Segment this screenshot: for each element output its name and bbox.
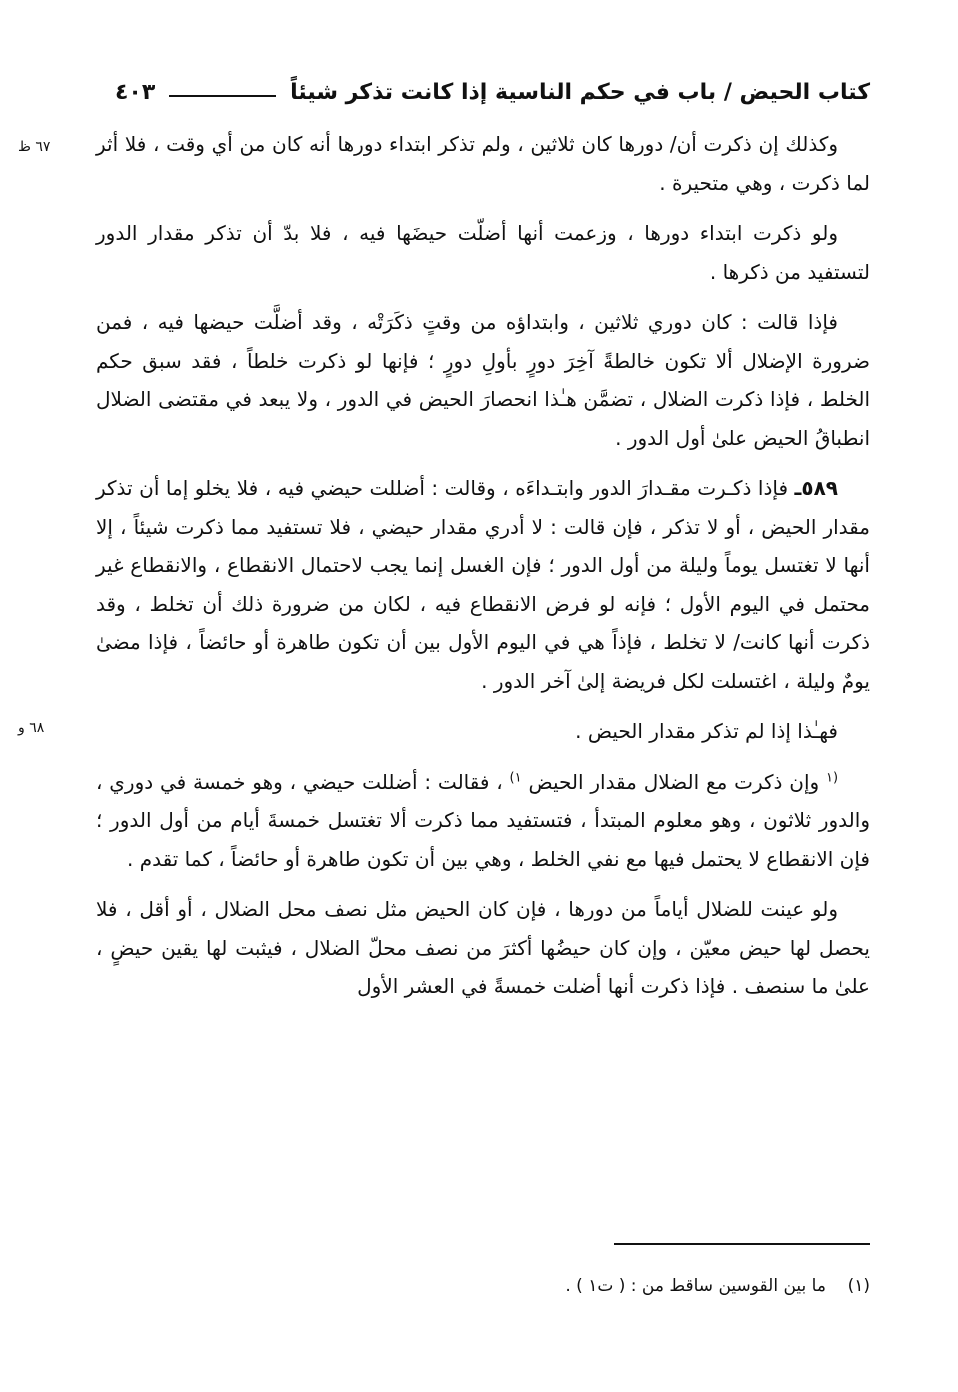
running-header — [115, 70, 870, 114]
footnote — [96, 1276, 870, 1296]
paragraph-text: ، فقالت : أضللت حيضي ، وهو خمسة في دوري ، والدور ثلاثون ، وهو معلوم المبتدأ ، فتستفيد مما ذكرت ألا تغتسل خمسةَ أيام من أول الدور ؛ فإن الانقطاع لا يحتمل فيها مع نفي الخلط ، وهي بين أن تكون طاهرة أو حائضاً ، كما تقدم . — [96, 769, 870, 871]
paragraph-text: فإذا قالت : كان دوري ثلاثين ، وابتداؤه من وقتٍ ذكَرَتْه ، وقد أضلَّت حيضها فيه ، فمن ضرورة الإضلال ألا تكون خالطةً آخِرَ دورٍ بأولِ دورٍ ؛ فإنها لو ذكرت خلطاً ، فقد سبق حكم الخلط ، فإذا ذكرت الضلال ، تضمَّن هـٰذا انحصارَ الحيض في الدور ، ولا يبعد في مقتضى الضلال انطباقُ الحيض علىٰ أول الدور . — [96, 310, 870, 450]
margin-folio-note: ٦٨ و — [18, 720, 45, 736]
footnote-separator — [614, 1243, 870, 1245]
paragraph — [96, 214, 870, 291]
main-text — [96, 125, 870, 1018]
paragraph — [96, 763, 870, 879]
paragraph-text: وكذلك إن ذكرت أن/ دورها كان ثلاثين ، ولم تذكر ابتداء دورها أنه كان من أي وقت ، فلا أثر لما ذكرت ، وهي متحيرة . — [96, 132, 870, 195]
header-rule — [169, 95, 276, 97]
page-number: ٤٠٣ — [115, 79, 156, 105]
paragraph-text: وإن ذكرت مع الضلال مقدار الحيض — [528, 769, 820, 794]
paragraph — [96, 469, 870, 700]
footnote-close-marker: ١) — [509, 769, 522, 785]
paragraph-text: فهـٰذا إذا لم تذكر مقدار الحيض . — [575, 719, 838, 743]
paragraph-text: فإذا ذكـرت مقـدارَ الدور وابتـداءَه ، وقالت : أضللت حيضي فيه ، فلا يخلو إما أن تذكر مقدار الحيض ، أو لا تذكر ، فإن قالت : لا أدري مقدار حيضي ، فلا تستفيد مما ذكرت شيئاً ، إلا أنها لا تغتسل يوماً وليلة من أول الدور ؛ فإن الغسل إنما يجب لاحتمال الانقطاع ، والانقطاع غير محتمل في اليوم الأول ؛ فإنه لو فرض الانقطاع فيه ، لكان من ضرورة ذلك أن تخلط ، وقد ذكرت أنها كانت/ لا تخلط ، فإذاً هي في اليوم الأول بين أن تكون طاهرة أو حائضاً ، فإذا مضىٰ يومٌ وليلة ، اغتسلت لكل فريضة إلىٰ آخر الدور . — [96, 476, 870, 693]
margin-folio-note: ٦٧ ظ — [18, 139, 51, 155]
paragraph — [96, 890, 870, 1006]
paragraph — [96, 303, 870, 457]
paragraph-text: ولو عينت للضلال أياماً من دورها ، فإن كان الحيض مثل نصف محل الضلال ، أو أقل ، فلا يحصل لها حيض معيّن ، وإن كان حيضُها أكثرَ من نصف محلّ الضلال ، فيثبت لها يقين حيضٍ ، علىٰ ما سنصف . فإذا ذكرت أنها أضلت خمسةً في العشر الأول — [96, 897, 870, 998]
header-title: كتاب الحيض / باب في حكم الناسية إذا كانت تذكر شيئاً — [290, 79, 870, 105]
section-number: ٥٨٩ـ — [794, 476, 839, 500]
paragraph-text: ولو ذكرت ابتداء دورها ، وزعمت أنها أضلّت حيضَها فيه ، فلا بدّ أن تذكر مقدار الدور لتستفيد من ذكرها . — [96, 221, 870, 284]
footnote-marker: (١) — [847, 1276, 870, 1296]
footnote-open-marker: (١ — [825, 769, 839, 785]
paragraph — [96, 712, 870, 751]
footnote-text: ما بين القوسين ساقط من : ( ت١ ) . — [565, 1276, 826, 1296]
paragraph — [96, 125, 870, 202]
